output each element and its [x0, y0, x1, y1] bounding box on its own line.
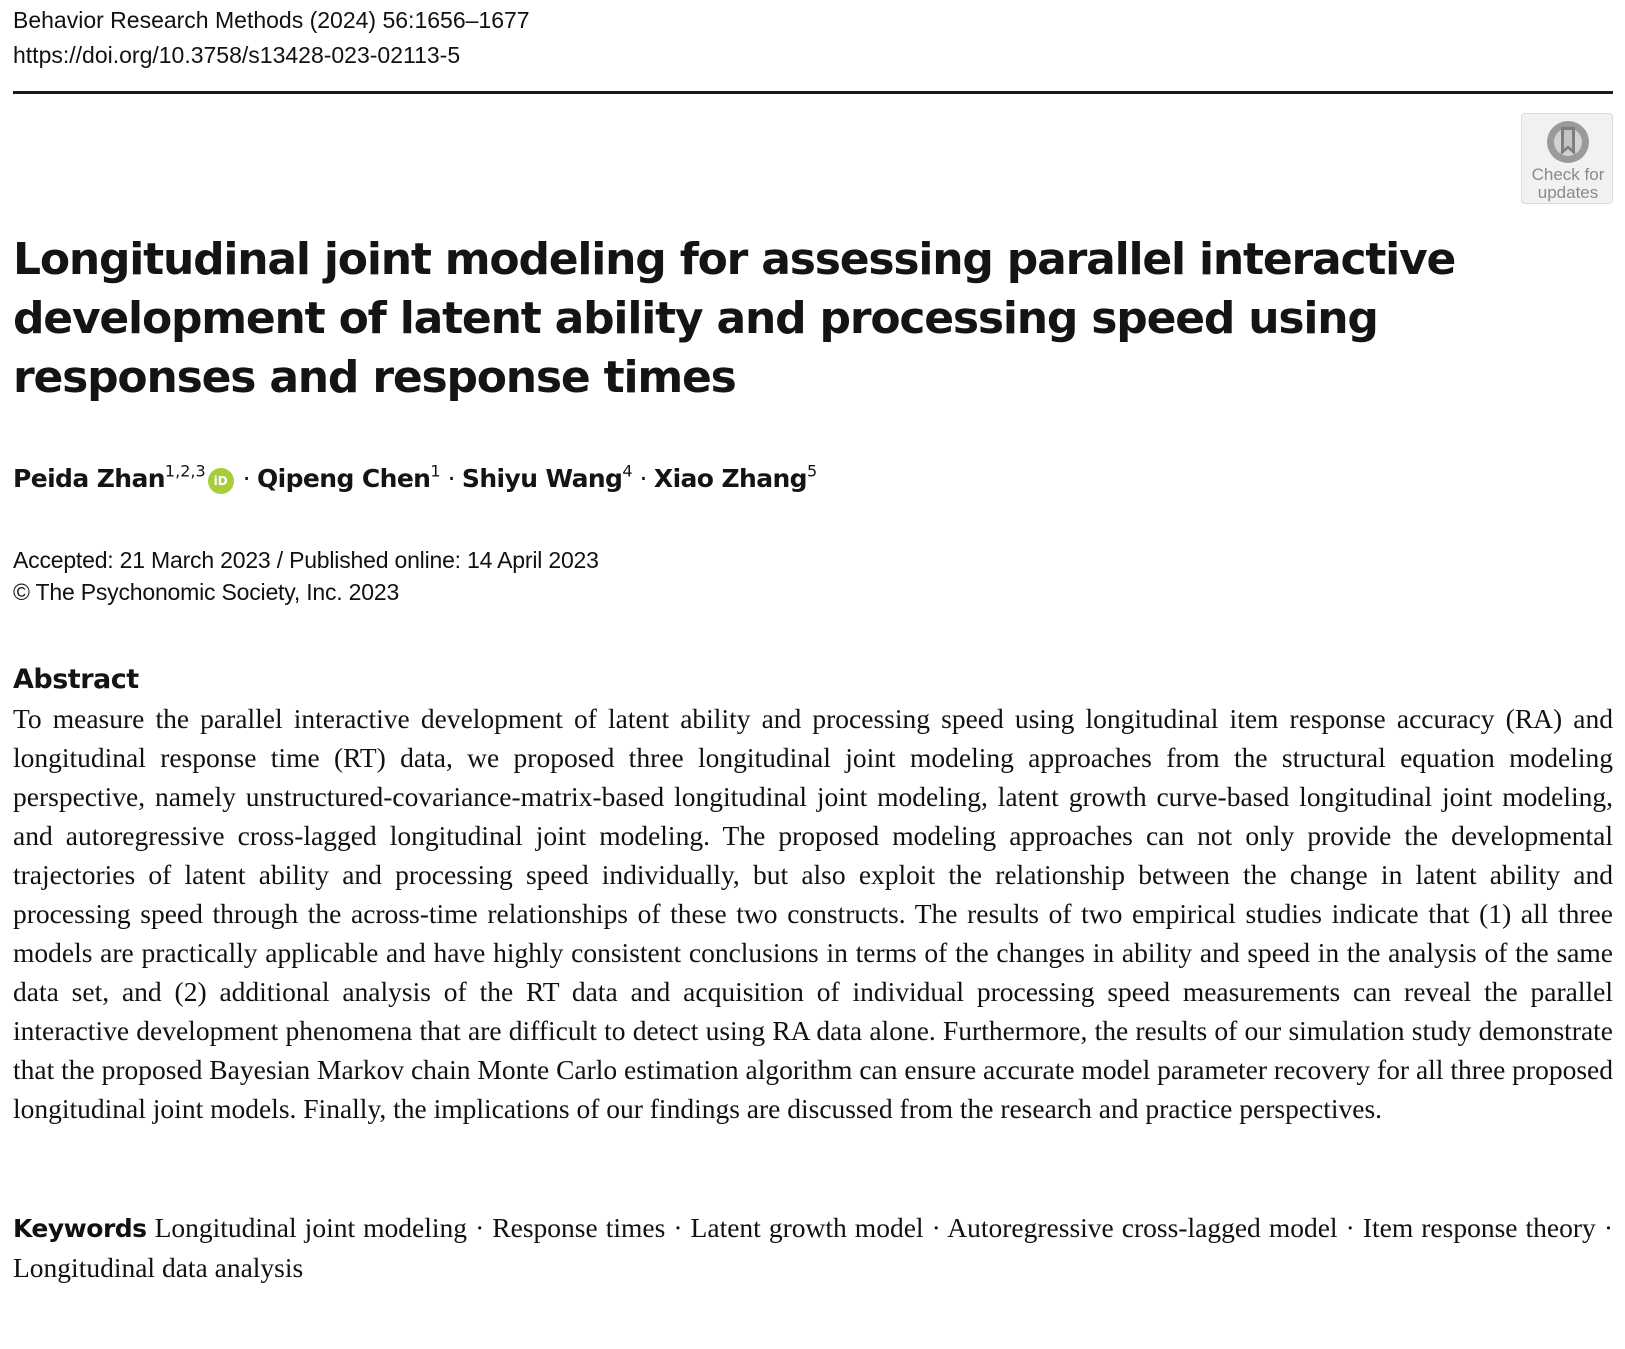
- article-first-page: [13, 0, 1615, 1349]
- author-name[interactable]: Peida Zhan: [13, 464, 165, 493]
- header-rule: [13, 91, 1613, 94]
- abstract-text: To measure the parallel interactive development of latent ability and processing speed using longitudinal item response accuracy (RA) and longitudinal response time (RT) data, we proposed three longitudinal joint modeling approaches from the structural equation modeling perspective, namely unstructured-covariance-matrix-based longitudinal joint modeling, latent growth curve-based longitudinal joint modeling, and autoregressive cross-lagged longitudinal joint modeling. The proposed modeling approaches can not only provide the developmental trajectories of latent ability and processing speed individually, but also exploit the relationship between the change in latent ability and processing speed through the across-time relationships of these two constructs. The results of two empirical studies indicate that (1) all three models are practically applicable and have highly consistent conclusions in terms of the changes in ability and speed in the analysis of the same data set, and (2) additional analysis of the RT data and acquisition of individual processing speed measurements can reveal the parallel interactive development phenomena that are difficult to detect using RA data alone. Furthermore, the results of our simulation study demonstrate that the proposed Bayesian Markov chain Monte Carlo estimation algorithm can ensure accurate model parameter recovery for all three proposed longitudinal joint models. Finally, the implications of our findings are discussed from the research and practice perspectives.: [13, 703, 1613, 1124]
- keywords-label: Keywords: [13, 1214, 147, 1243]
- doi-link[interactable]: https://doi.org/10.3758/s13428-023-02113-5: [13, 42, 461, 68]
- author-separator: ·: [447, 464, 455, 493]
- article-title: Longitudinal joint modeling for assessing parallel interactive development of latent ability and processing speed using responses and response times: [13, 234, 1456, 403]
- keywords-list: Longitudinal joint modeling · Response times · Latent growth model · Autoregressive cross-lagged model · Item response theory · Longitudinal data analysis: [13, 1212, 1613, 1283]
- badge-line-2: updates: [1537, 183, 1599, 202]
- copyright-notice: © The Psychonomic Society, Inc. 2023: [13, 579, 400, 605]
- author-affiliation: 5: [806, 461, 818, 481]
- author-affiliation: 4: [622, 461, 633, 481]
- orcid-icon[interactable]: iD: [208, 468, 234, 494]
- abstract-heading: Abstract: [13, 664, 139, 695]
- badge-label: [1522, 166, 1614, 202]
- author-affiliation: 1,2,3: [164, 461, 206, 481]
- author-affiliation: 1: [430, 461, 441, 481]
- author-name[interactable]: Qipeng Chen: [257, 464, 431, 493]
- journal-citation: Behavior Research Methods (2024) 56:1656–1677: [13, 7, 530, 33]
- keywords-section: [13, 1208, 1613, 1287]
- badge-line-1: Check for: [1531, 165, 1605, 184]
- author-list: [13, 462, 817, 496]
- author-name[interactable]: Shiyu Wang: [461, 464, 623, 493]
- author-separator: ·: [639, 464, 647, 493]
- check-for-updates-badge[interactable]: [1521, 113, 1613, 204]
- author-name[interactable]: Xiao Zhang: [653, 464, 807, 493]
- publication-dates: Accepted: 21 March 2023 / Published online: 14 April 2023: [13, 547, 599, 573]
- bookmark-circle-icon: [1544, 118, 1592, 166]
- author-separator: ·: [242, 464, 250, 493]
